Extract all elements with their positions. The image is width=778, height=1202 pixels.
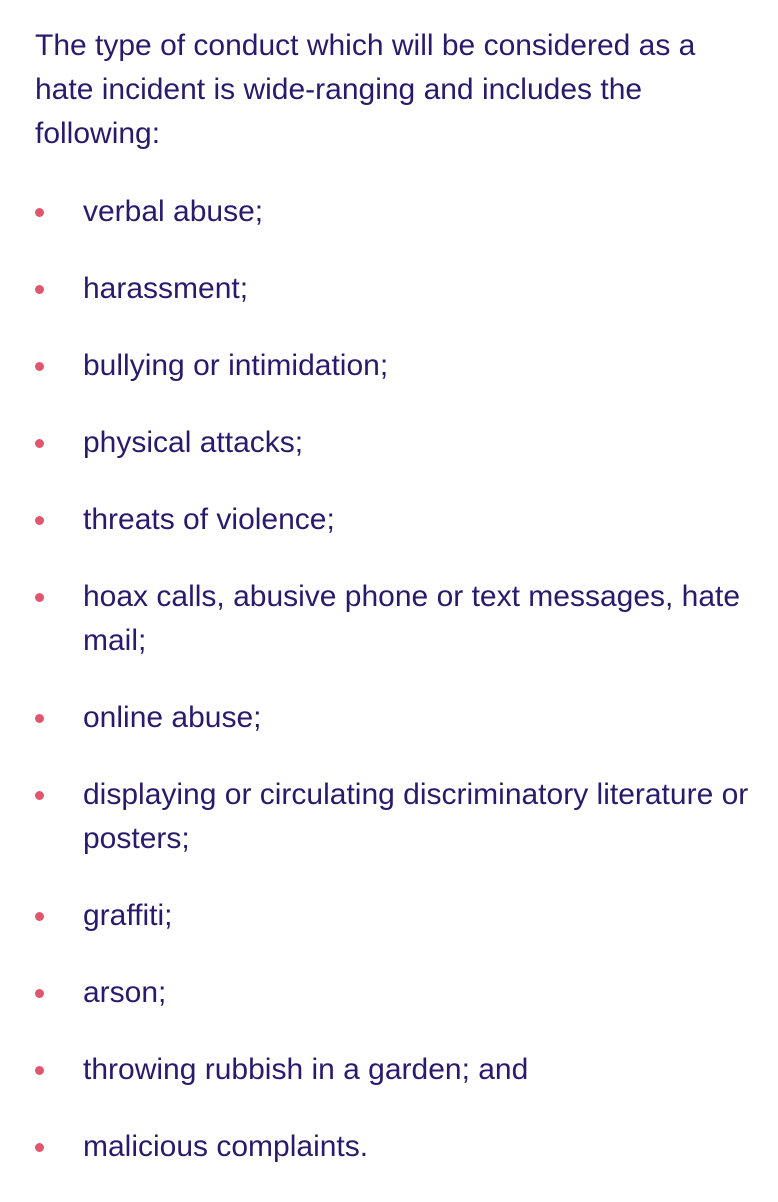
bullet-icon [35,285,44,294]
list-item-text: verbal abuse; [83,195,264,228]
list-item [0,773,778,861]
bullet-icon [35,912,44,921]
bullet-icon [35,1143,44,1152]
list-item [0,894,778,938]
list-item-text: displaying or circulating discriminatory literature or posters; [83,778,749,855]
bullet-icon [35,516,44,525]
conduct-list [0,190,778,1202]
list-item-text: physical attacks; [83,426,304,459]
list-item-text: threats of violence; [83,503,335,536]
bullet-icon [35,1066,44,1075]
list-item [0,1125,778,1169]
list-item-text: hoax calls, abusive phone or text messages, hate mail; [83,580,741,657]
bullet-icon [35,362,44,371]
bullet-icon [35,989,44,998]
list-item [0,267,778,311]
list-item [0,575,778,663]
list-item [0,190,778,234]
list-item [0,344,778,388]
list-item [0,696,778,740]
bullet-icon [35,714,44,723]
list-item [0,421,778,465]
list-item-text: malicious complaints. [83,1130,369,1163]
list-item [0,498,778,542]
bullet-icon [35,593,44,602]
bullet-icon [35,791,44,800]
list-item-text: bullying or intimidation; [83,349,389,382]
list-item-text: arson; [83,976,167,1009]
list-item [0,1048,778,1092]
list-item-text: graffiti; [83,899,173,932]
bullet-icon [35,208,44,217]
list-item-text: online abuse; [83,701,262,734]
list-item [0,971,778,1015]
intro-paragraph: The type of conduct which will be considered as a hate incident is wide-ranging and includes the following: [35,29,696,150]
list-item-text: harassment; [83,272,249,305]
list-item-text: throwing rubbish in a garden; and [83,1053,529,1086]
bullet-icon [35,439,44,448]
